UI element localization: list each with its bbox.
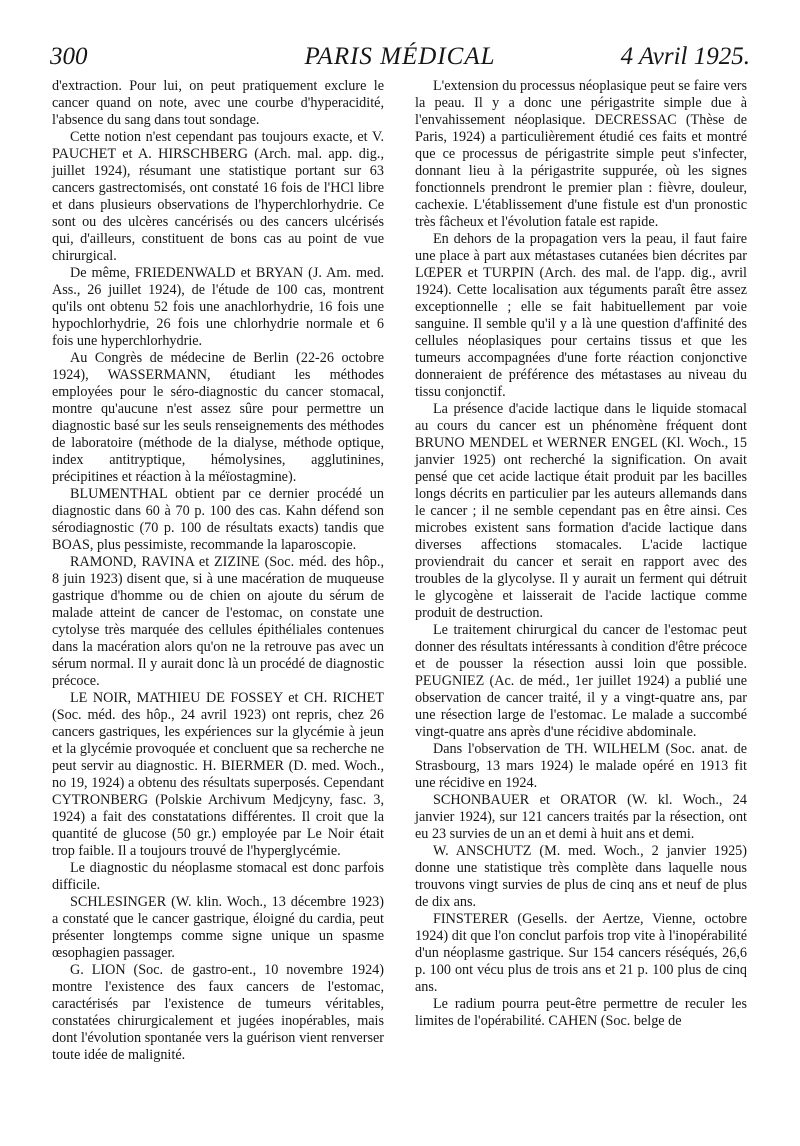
paragraph: SCHONBAUER et ORATOR (W. kl. Woch., 24 janvier 1924), sur 121 cancers traités par la résection, ont eu 23 survies de un an et demi à huit ans et demi. bbox=[415, 792, 747, 842]
paragraph: W. ANSCHUTZ (M. med. Woch., 2 janvier 1925) donne une statistique très complète dans laquelle nous trouvons vingt survies de plus de cinq ans et neuf de plus de dix ans. bbox=[415, 843, 747, 910]
paragraph: SCHLESINGER (W. klin. Woch., 13 décembre 1923) a constaté que le cancer gastrique, éloigné du cardia, peut présenter longtemps comme signe unique un spasme œsophagien passager. bbox=[52, 894, 384, 961]
page-number: 300 bbox=[50, 43, 88, 70]
paragraph: Dans l'observation de TH. WILHELM (Soc. anat. de Strasbourg, 13 mars 1924) le malade opéré en 1913 fit une récidive en 1924. bbox=[415, 741, 747, 791]
paragraph: RAMOND, RAVINA et ZIZINE (Soc. méd. des hôp., 8 juin 1923) disent que, si à une macération de muqueuse gastrique d'homme ou de chien on ajoute du sérum de malade atteint de cancer de l'estomac, on constate une cytolyse très marquée des cellules épithéliales contenues dans la macération alors qu'on ne la retrouve pas avec un sérum normal. Il y aurait donc là un procédé de diagnostic précoce. bbox=[52, 554, 384, 689]
paragraph: La présence d'acide lactique dans le liquide stomacal au cours du cancer est un phénomène fréquent dont BRUNO MENDEL et WERNER ENGEL (Kl. Woch., 15 janvier 1925) ont recherché la signification. On avait pensé que cet acide lactique était produit par les bacilles longs décrits en particulier par les auteurs allemands dans le cancer ; il ne semble cependant pas en être ainsi. Ces microbes existent sans formation d'acide lactique dans diverses affections stomacales. L'acide lactique proviendrait du cancer et serait en rapport avec des troubles de la glycolyse. Il y aurait un ferment qui détruit le glycogène et laisserait de l'acide lactique comme produit de destruction. bbox=[415, 401, 747, 621]
journal-title: PARIS MÉDICAL bbox=[304, 43, 496, 70]
left-column bbox=[52, 78, 384, 1064]
paragraph: d'extraction. Pour lui, on peut pratiquement exclure le cancer quand on note, avec une courbe d'hyperacidité, l'absence du sang dans tout sondage. bbox=[52, 78, 384, 128]
page-header bbox=[50, 36, 750, 76]
paragraph: Cette notion n'est cependant pas toujours exacte, et V. PAUCHET et A. HIRSCHBERG (Arch. mal. app. dig., juillet 1924), résumant une statistique portant sur 63 cancers gastrectomisés, ont constaté 16 fois de l'HCl libre et dans plusieurs observations de l'hyperchlorhydrie. Ce sont ou des ulcères cancérisés ou des cancers ulcérisés qui, d'ailleurs, constituent de bons cas au point de vue chirurgical. bbox=[52, 129, 384, 264]
paragraph: De même, FRIEDENWALD et BRYAN (J. Am. med. Ass., 26 juillet 1924), de l'étude de 100 cas, montrent qu'ils ont obtenu 52 fois une anachlorhydrie, 16 fois une hypochlorhydrie, 26 fois une chlorhydrie normale et 6 fois une hyperchlorhydrie. bbox=[52, 265, 384, 349]
paragraph: L'extension du processus néoplasique peut se faire vers la peau. Il y a donc une périgastrite simple due à l'envahissement néoplasique. DECRESSAC (Thèse de Paris, 1924) a particulièrement étudié ces faits et montré que ce processus de périgastrite simple peut s'infecter, donnant lieu à la périgastrite suppurée, où les signes fonctionnels prendront le premier plan : fièvre, douleur, cachexie. L'établissement d'une fistule est d'un pronostic très fâcheux et l'évolution fatale est rapide. bbox=[415, 78, 747, 230]
paragraph: LE NOIR, MATHIEU DE FOSSEY et CH. RICHET (Soc. méd. des hôp., 24 avril 1923) ont repris, chez 26 cancers gastriques, les expériences sur la glycémie à jeun et la glycémie provoquée et concluent que sa recherche ne peut servir au diagnostic. H. BIERMER (D. med. Woch., no 19, 1924) a obtenu des résultats superposés. Cependant CYTRONBERG (Polskie Archivum Medjcyny, fasc. 3, 1924) a fait des constatations différentes. Il croit que la quantité de glucose (50 gr.) employée par Le Noir était trop faible. Il a toujours trouvé de l'hyperglycémie. bbox=[52, 690, 384, 859]
issue-date: 4 Avril 1925. bbox=[620, 43, 750, 70]
paragraph: Le traitement chirurgical du cancer de l'estomac peut donner des résultats intéressants à condition d'être précoce et de pousser la résection aussi loin que possible. PEUGNIEZ (Ac. de méd., 1er juillet 1924) a publié une observation de cancer traité, il y a vingt-quatre ans, par une résection large de l'estomac. Le malade a succombé vingt-quatre ans après d'une récidive abdominale. bbox=[415, 622, 747, 740]
right-column bbox=[415, 78, 747, 1030]
paragraph: Au Congrès de médecine de Berlin (22-26 octobre 1924), WASSERMANN, étudiant les méthodes employées pour le séro-diagnostic du cancer stomacal, montre qu'aucune n'est assez sûre pour permettre un diagnostic basé sur les seuls renseignements des méthodes de laboratoire (méthode de la dialyse, méthode optique, index antitryptique, hémolysines, agglutinines, précipitines et réaction à la méïostagmine). bbox=[52, 350, 384, 485]
paragraph: Le diagnostic du néoplasme stomacal est donc parfois difficile. bbox=[52, 860, 384, 893]
paragraph: En dehors de la propagation vers la peau, il faut faire une place à part aux métastases cutanées bien décrites par LŒPER et TURPIN (Arch. des mal. de l'app. dig., avril 1924). Cette localisation aux téguments paraît être assez exceptionnelle ; elle se fait habituellement par voie sanguine. Il semble qu'il y a là une question d'affinité des cellules néoplasiques pour certains tissus et que les tumeurs accompagnées d'une forte réaction conjonctive donneraient de préférence des métastases au niveau du tissu conjonctif. bbox=[415, 231, 747, 400]
paragraph: FINSTERER (Gesells. der Aertze, Vienne, octobre 1924) dit que l'on conclut parfois trop vite à l'inopérabilité d'un néoplasme gastrique. Sur 154 cancers réséqués, 26,6 p. 100 ont vécu plus de trois ans et 21 p. 100 plus de cinq ans. bbox=[415, 911, 747, 995]
paragraph: Le radium pourra peut-être permettre de reculer les limites de l'opérabilité. CAHEN (Soc. belge de bbox=[415, 996, 747, 1029]
paragraph: BLUMENTHAL obtient par ce dernier procédé un diagnostic dans 60 à 70 p. 100 des cas. Kahn défend son sérodiagnostic (70 p. 100 de résultats exacts) tandis que BOAS, plus pessimiste, recommande la laparoscopie. bbox=[52, 486, 384, 553]
paragraph: G. LION (Soc. de gastro-ent., 10 novembre 1924) montre l'existence des faux cancers de l'estomac, caractérisés par l'existence de tumeurs véritables, constatées chirurgicalement et jugées inopérables, mais dont l'évolution spontanée vers la guérison vient renverser toute idée de malignité. bbox=[52, 962, 384, 1063]
